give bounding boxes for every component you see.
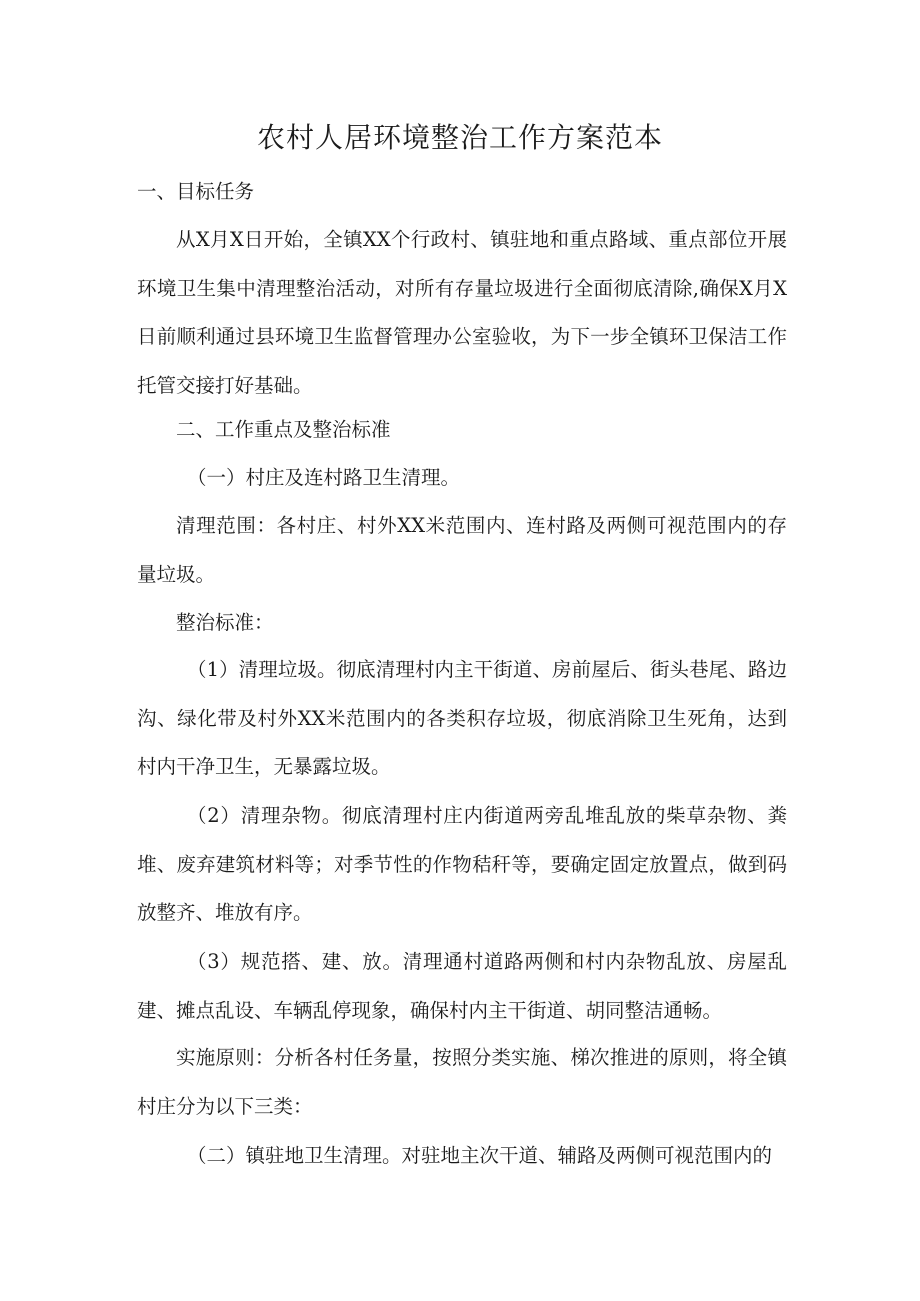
subsection-heading-village: （一）村庄及连村路卫生清理。 [187, 466, 461, 489]
section-heading-goals: 一、目标任务 [137, 180, 255, 203]
document-title: 农村人居环境整治工作方案范本 [256, 121, 663, 154]
paragraph-standards-heading: 整治标准： [176, 611, 274, 634]
paragraph-principles: 实施原则：分析各村任务量，按照分类实施、梯次推进的原则，将全镇村庄分为以下三类： [137, 1046, 787, 1118]
paragraph-cleanup-scope: 清理范围：各村庄、村外XX米范围内、连村路及两侧可视范围内的存量垃圾。 [137, 514, 787, 586]
paragraph-standard-3: （3）规范搭、建、放。清理通村道路两侧和村内杂物乱放、房屋乱建、摊点乱设、车辆乱停现象，确保村内主干街道、胡同整洁通畅。 [137, 950, 787, 1022]
paragraph-standard-2: （2）清理杂物。彻底清理村庄内街道两旁乱堆乱放的柴草杂物、粪堆、废弃建筑材料等；对季节性的作物秸秆等，要确定固定放置点，做到码放整齐、堆放有序。 [137, 804, 787, 924]
subsection-heading-town: （二）镇驻地卫生清理。对驻地主次干道、辅路及两侧可视范围内的 [187, 1144, 773, 1167]
paragraph-goals-body: 从X月X日开始，全镇XX个行政村、镇驻地和重点路域、重点部位开展环境卫生集中清理整治活动，对所有存量垃圾进行全面彻底清除,确保X月X日前顺利通过县环境卫生监督管理办公室验收，为下一步全镇环卫保洁工作托管交接打好基础。 [137, 228, 787, 397]
section-heading-key-work: 二、工作重点及整治标准 [176, 418, 391, 441]
paragraph-standard-1: （1）清理垃圾。彻底清理村内主干街道、房前屋后、街头巷尾、路边沟、绿化带及村外XX米范围内的各类积存垃圾，彻底消除卫生死角，达到村内干净卫生，无暴露垃圾。 [137, 658, 787, 778]
